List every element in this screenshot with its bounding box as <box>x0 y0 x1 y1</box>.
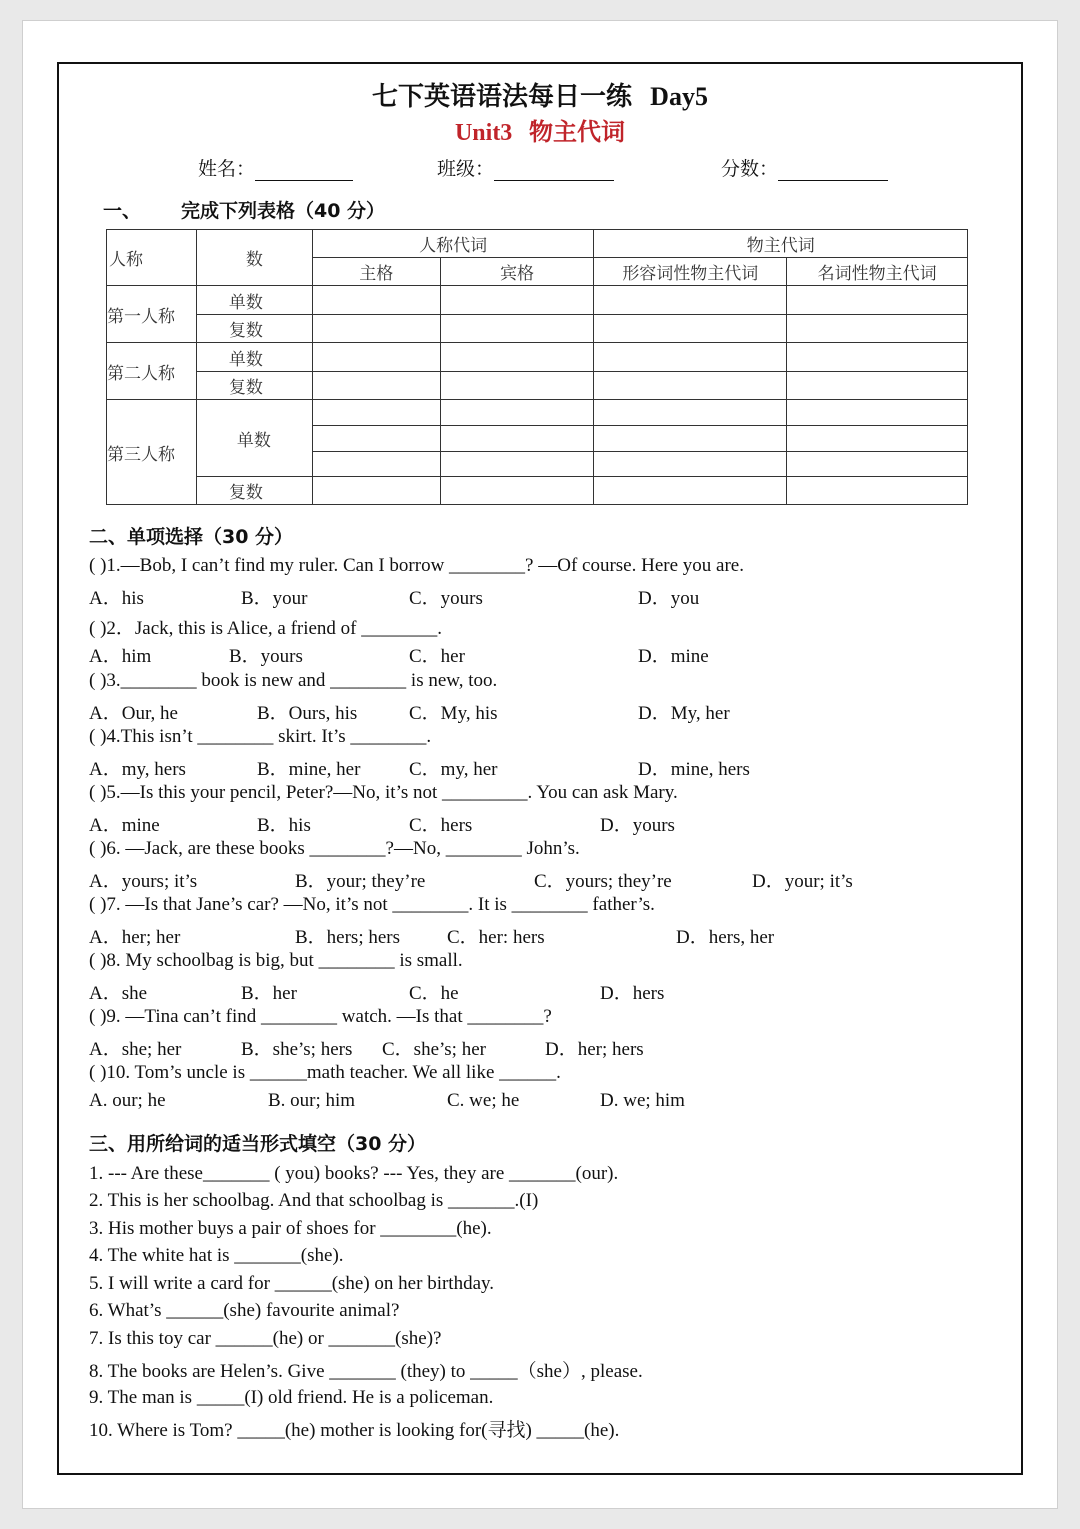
option-d[interactable]: D．hers, her <box>676 927 775 948</box>
option-d[interactable]: D．hers <box>600 983 665 1004</box>
question-stem: ( )2．Jack, this is Alice, a friend of ________. <box>89 618 443 639</box>
option-c[interactable]: C．she’s; her <box>382 1039 486 1060</box>
header-subject: 主格 <box>312 258 440 286</box>
answer-cell[interactable] <box>594 315 787 343</box>
header-object: 宾格 <box>440 258 594 286</box>
answer-cell[interactable] <box>312 315 440 343</box>
answer-cell[interactable] <box>787 286 968 315</box>
option-d[interactable]: D．her; hers <box>545 1039 644 1060</box>
option-b[interactable]: B．her <box>241 983 297 1004</box>
option-d[interactable]: D．you <box>638 588 700 609</box>
option-a[interactable]: A．Our, he <box>89 703 178 724</box>
section1-number: 一、 <box>103 200 142 222</box>
option-c[interactable]: C．her <box>409 646 465 667</box>
option-b[interactable]: B．your <box>241 588 308 609</box>
fill-item: 7. Is this toy car ______(he) or _______(she)? <box>89 1328 442 1349</box>
page-subtitle: Unit3 物主代词 <box>454 118 626 146</box>
answer-cell[interactable] <box>787 452 968 477</box>
answer-cell[interactable] <box>440 400 594 426</box>
answer-cell[interactable] <box>312 477 440 505</box>
option-c[interactable]: C．hers <box>409 815 473 836</box>
option-c[interactable]: C．My, his <box>409 703 498 724</box>
fill-item: 1. --- Are these_______ ( you) books? --- Yes, they are _______(our). <box>89 1163 619 1184</box>
row-second-person: 第二人称 <box>107 343 197 400</box>
option-a[interactable]: A．mine <box>89 815 160 836</box>
cell-singular: 单数 <box>196 286 312 315</box>
row-first-person: 第一人称 <box>107 286 197 343</box>
answer-cell[interactable] <box>787 372 968 400</box>
fill-item: 3. His mother buys a pair of shoes for ________(he). <box>89 1218 492 1239</box>
option-b[interactable]: B．your; they’re <box>295 871 426 892</box>
answer-cell[interactable] <box>440 315 594 343</box>
question-stem: ( )1.—Bob, I can’t find my ruler. Can I borrow ________? —Of course. Here you are. <box>89 555 744 576</box>
answer-cell[interactable] <box>312 343 440 372</box>
option-a[interactable]: A．him <box>89 646 152 667</box>
header-possessive-pronoun: 物主代词 <box>594 230 968 258</box>
answer-cell[interactable] <box>787 477 968 505</box>
pronoun-table <box>106 229 968 505</box>
fill-item: 2. This is her schoolbag. And that schoolbag is _______.(I) <box>89 1190 539 1211</box>
class-field[interactable]: 班级： <box>437 154 614 181</box>
answer-cell[interactable] <box>440 452 594 477</box>
fill-item: 10. Where is Tom? _____(he) mother is looking for(寻找) _____(he). <box>89 1420 620 1441</box>
answer-cell[interactable] <box>440 343 594 372</box>
option-b[interactable]: B．she’s; hers <box>241 1039 353 1060</box>
fill-item: 8. The books are Helen’s. Give _______ (they) to _____（she）, please. <box>89 1361 643 1382</box>
option-d[interactable]: D．mine, hers <box>638 759 750 780</box>
option-a[interactable]: A．yours; it’s <box>89 871 198 892</box>
answer-cell[interactable] <box>440 286 594 315</box>
answer-cell[interactable] <box>787 315 968 343</box>
question-stem: ( )6. —Jack, are these books ________?—No, ________ John’s. <box>89 838 580 859</box>
option-a[interactable]: A．my, hers <box>89 759 186 780</box>
option-b[interactable]: B．hers; hers <box>295 927 401 948</box>
answer-cell[interactable] <box>312 426 440 452</box>
answer-cell[interactable] <box>594 343 787 372</box>
question-stem: ( )3.________ book is new and ________ is new, too. <box>89 670 498 691</box>
option-b[interactable]: B．Ours, his <box>257 703 358 724</box>
answer-cell[interactable] <box>312 286 440 315</box>
answer-cell[interactable] <box>312 400 440 426</box>
option-d[interactable]: D．My, her <box>638 703 730 724</box>
answer-cell[interactable] <box>787 400 968 426</box>
option-a[interactable]: A．she <box>89 983 148 1004</box>
option-a[interactable]: A. our; he <box>89 1090 166 1111</box>
answer-cell[interactable] <box>440 426 594 452</box>
cell-singular: 单数 <box>196 343 312 372</box>
header-personal-pronoun: 人称代词 <box>312 230 594 258</box>
cell-plural: 复数 <box>196 315 312 343</box>
answer-cell[interactable] <box>594 477 787 505</box>
option-c[interactable]: C．yours; they’re <box>534 871 672 892</box>
question-stem: ( )9. —Tina can’t find ________ watch. —Is that ________? <box>89 1006 552 1027</box>
header-number: 数 <box>196 230 312 286</box>
score-field[interactable]: 分数： <box>721 154 888 181</box>
cell-plural: 复数 <box>196 477 312 505</box>
option-a[interactable]: A．her; her <box>89 927 181 948</box>
cell-singular: 单数 <box>196 400 312 477</box>
fill-item: 4. The white hat is _______(she). <box>89 1245 344 1266</box>
option-d[interactable]: D．your; it’s <box>752 871 853 892</box>
option-b[interactable]: B．his <box>257 815 311 836</box>
option-b[interactable]: B．yours <box>229 646 303 667</box>
option-b[interactable]: B. our; him <box>268 1090 356 1111</box>
option-c[interactable]: C．yours <box>409 588 483 609</box>
cell-plural: 复数 <box>196 372 312 400</box>
answer-cell[interactable] <box>312 372 440 400</box>
answer-cell[interactable] <box>594 452 787 477</box>
name-field[interactable]: 姓名： <box>198 154 353 181</box>
question-stem: ( )10. Tom’s uncle is ______math teacher. We all like ______. <box>89 1062 561 1083</box>
option-c[interactable]: C．he <box>409 983 459 1004</box>
section1-title: 完成下列表格（40 分） <box>181 200 386 222</box>
answer-cell[interactable] <box>787 426 968 452</box>
fill-item: 5. I will write a card for ______(she) on her birthday. <box>89 1273 495 1294</box>
answer-cell[interactable] <box>787 343 968 372</box>
row-third-person: 第三人称 <box>107 400 197 505</box>
option-c[interactable]: C. we; he <box>447 1090 520 1111</box>
option-c[interactable]: C．her: hers <box>447 927 545 948</box>
header-noun-possessive: 名词性物主代词 <box>787 258 968 286</box>
option-a[interactable]: A．she; her <box>89 1039 182 1060</box>
answer-cell[interactable] <box>594 400 787 426</box>
answer-cell[interactable] <box>594 372 787 400</box>
answer-cell[interactable] <box>440 372 594 400</box>
option-b[interactable]: B．mine, her <box>257 759 361 780</box>
fill-item: 6. What’s ______(she) favourite animal? <box>89 1300 400 1321</box>
question-stem: ( )4.This isn’t ________ skirt. It’s ________. <box>89 726 432 747</box>
answer-cell[interactable] <box>312 452 440 477</box>
option-a[interactable]: A．his <box>89 588 144 609</box>
header-adjective-possessive: 形容词性物主代词 <box>594 258 787 286</box>
section3-title: 三、用所给词的适当形式填空（30 分） <box>89 1133 427 1155</box>
option-d[interactable]: D．mine <box>638 646 709 667</box>
answer-cell[interactable] <box>594 286 787 315</box>
option-d[interactable]: D. we; him <box>600 1090 685 1111</box>
question-stem: ( )7. —Is that Jane’s car? —No, it’s not ________. It is ________ father’s. <box>89 894 655 915</box>
answer-cell[interactable] <box>594 426 787 452</box>
answer-cell[interactable] <box>440 477 594 505</box>
page-title: 七下英语语法每日一练 Day5 <box>372 82 708 112</box>
question-stem: ( )8. My schoolbag is big, but ________ is small. <box>89 950 463 971</box>
header-person: 人称 <box>107 230 197 286</box>
question-stem: ( )5.—Is this your pencil, Peter?—No, it’s not _________. You can ask Mary. <box>89 782 678 803</box>
option-c[interactable]: C．my, her <box>409 759 498 780</box>
option-d[interactable]: D．yours <box>600 815 675 836</box>
fill-item: 9. The man is _____(I) old friend. He is a policeman. <box>89 1387 494 1408</box>
section2-title: 二、单项选择（30 分） <box>89 526 294 548</box>
